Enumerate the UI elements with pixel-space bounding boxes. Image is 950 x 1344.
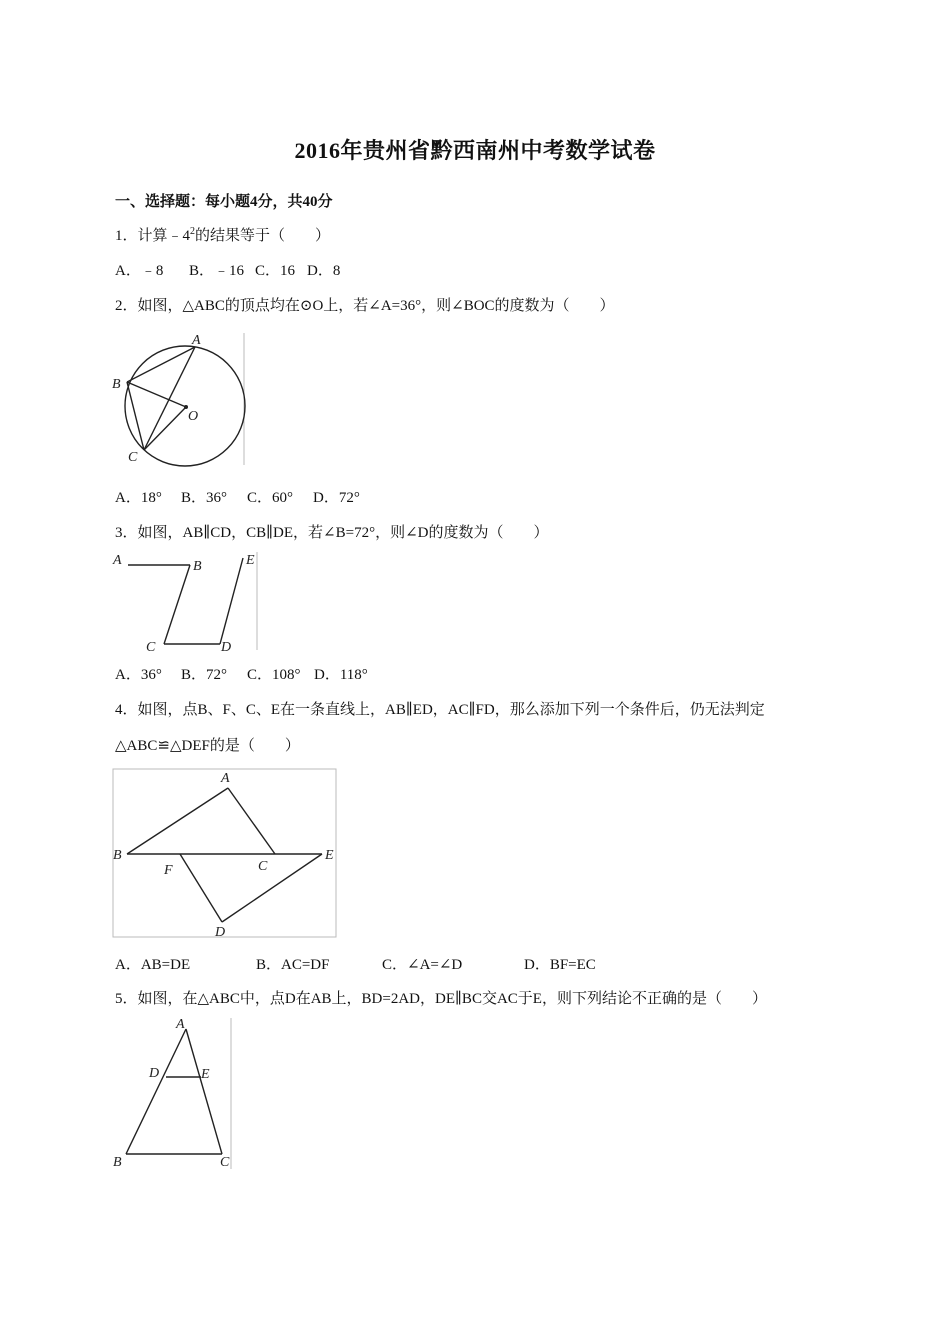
q2-circle-figure	[110, 330, 250, 470]
q3-label-e: E	[246, 553, 255, 568]
q4-label-f: F	[164, 863, 173, 878]
q1-superscript: 2	[190, 226, 196, 237]
q5-label-b: B	[113, 1155, 122, 1170]
page-title: 2016年贵州省黔西南州中考数学试卷	[294, 138, 656, 163]
q4-options	[115, 953, 596, 974]
q3-option-c: C．108°	[247, 667, 301, 683]
question-5: 5．如图，在△ABC中，点D在AB上，BD=2AD，DE∥BC交AC于E，则下列结论不正确的是（ ）	[115, 991, 767, 1007]
q1-text-after: 的结果等于（ ）	[195, 228, 331, 244]
q4-label-c: C	[258, 859, 268, 874]
q2-label-o: O	[188, 409, 199, 424]
q1-option-b: B．﹣16	[189, 263, 245, 279]
q5-label-a: A	[176, 1017, 185, 1032]
q4-label-d: D	[215, 925, 226, 940]
q1-option-a: A．﹣8	[115, 263, 164, 279]
q2-option-b: B．36°	[181, 490, 228, 506]
q2-label-a: A	[192, 333, 201, 348]
q1-option-c: C．16	[255, 263, 296, 279]
q4-label-b: B	[113, 848, 122, 863]
q3-option-b: B．72°	[181, 667, 228, 683]
q3-option-a: A．36°	[115, 667, 162, 683]
question-4-line-1: 4．如图，点B、F、C、E在一条直线上，AB∥ED，AC∥FD，那么添加下列一个条件后，仍无法判定	[115, 702, 765, 718]
q4-label-a: A	[221, 771, 230, 786]
q3-label-b: B	[193, 559, 202, 574]
q2-option-c: C．60°	[247, 490, 294, 506]
q4-option-a: A．AB=DE	[115, 957, 191, 973]
q3-label-c: C	[146, 640, 156, 655]
question-3: 3．如图，AB∥CD，CB∥DE，若∠B=72°，则∠D的度数为（ ）	[115, 525, 549, 541]
q1-option-d: D．8	[307, 263, 341, 279]
q1-options	[115, 259, 340, 280]
question-1	[115, 224, 330, 245]
q5-triangle-figure	[110, 1014, 240, 1174]
q2-label-c: C	[128, 450, 138, 465]
q4-option-b: B．AC=DF	[256, 957, 330, 973]
q4-option-d: D．BF=EC	[524, 957, 596, 973]
q3-label-d: D	[221, 640, 232, 655]
q2-option-d: D．72°	[313, 490, 360, 506]
q3-label-a: A	[113, 553, 122, 568]
q2-label-b: B	[112, 377, 121, 392]
q5-label-e: E	[201, 1067, 210, 1082]
q3-parallel-figure	[110, 550, 260, 654]
q4-figure-frame	[113, 769, 336, 937]
q1-text-before: 1．计算﹣4	[115, 228, 191, 244]
q3-option-d: D．118°	[314, 667, 368, 683]
q4-option-c: C．∠A=∠D	[382, 957, 463, 973]
q4-label-e: E	[325, 848, 334, 863]
q2-option-a: A．18°	[115, 490, 162, 506]
q2-options	[115, 486, 360, 507]
question-4-line-2: △ABC≌△DEF的是（ ）	[115, 738, 300, 754]
q5-label-d: D	[149, 1066, 160, 1081]
q5-label-c: C	[220, 1155, 230, 1170]
q3-options	[115, 663, 368, 684]
q4-triangles-figure	[110, 766, 340, 941]
question-2: 2．如图，△ABC的顶点均在⊙O上，若∠A=36°，则∠BOC的度数为（ ）	[115, 298, 615, 314]
section-heading: 一、选择题：每小题4分，共40分	[115, 194, 333, 210]
